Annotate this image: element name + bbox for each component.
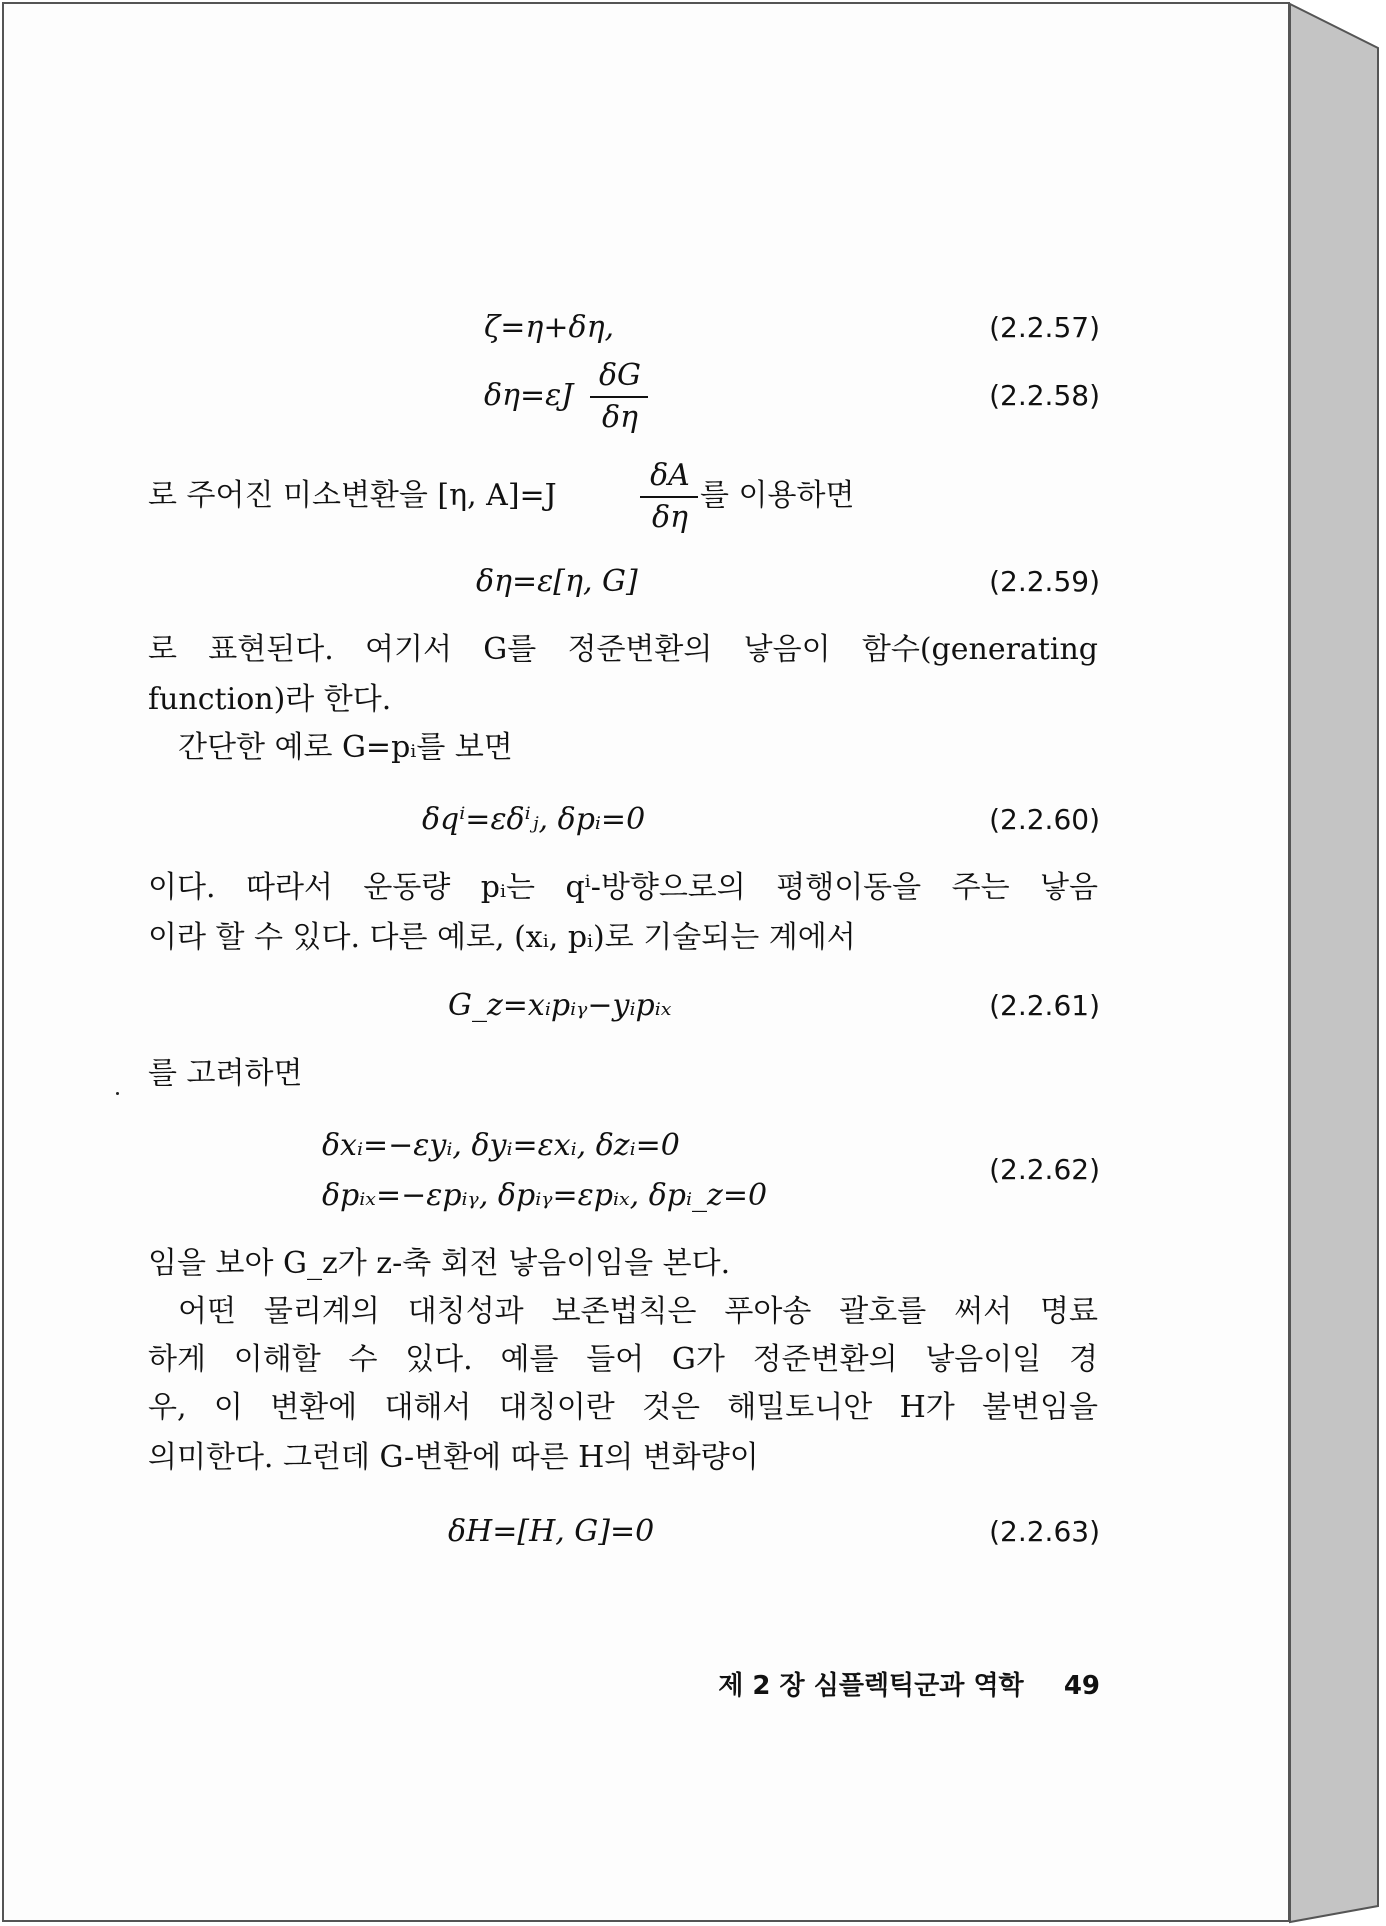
- text-line: 이다. 따라서 운동량 pᵢ는 qⁱ-방향으로의 평행이동을 주는 낳음: [148, 870, 1098, 905]
- text-segment: 로 주어진 미소변환을 [η, A]=J: [148, 478, 557, 513]
- text-line: 이라 할 수 있다. 다른 예로, (xᵢ, pᵢ)로 기술되는 계에서: [148, 920, 856, 955]
- chapter-title: 제 2 장 심플렉틱군과 역학: [718, 1671, 1024, 1701]
- text-line: 의미한다. 그런데 G-변환에 따른 H의 변화량이: [148, 1440, 759, 1475]
- text-line: 우, 이 변환에 대해서 대칭이란 것은 해밀토니안 H가 불변임을: [148, 1390, 1098, 1425]
- equation-number: (2.2.63): [989, 1515, 1100, 1548]
- fraction-denominator: δη: [601, 400, 639, 435]
- equation-number: (2.2.60): [989, 803, 1100, 836]
- text-line: 로 표현된다. 여기서 G를 정준변환의 낳음이 함수(generating: [148, 632, 1098, 667]
- text-line: 간단한 예로 G=pᵢ를 보면: [178, 730, 513, 765]
- equation-number: (2.2.59): [989, 565, 1100, 598]
- page-number: 49: [1063, 1671, 1100, 1701]
- equation-2-2-61: G_z=xᵢpᵢᵧ−yᵢpᵢₓ: [448, 988, 672, 1023]
- equation-number: (2.2.62): [989, 1153, 1100, 1186]
- text-line: function)라 한다.: [148, 682, 392, 717]
- fraction-numerator: δG: [598, 358, 642, 393]
- text-line: 하게 이해할 수 있다. 예를 들어 G가 정준변환의 낳음이일 경: [148, 1342, 1098, 1377]
- equation-2-2-58-lhs: δη=εJ: [484, 378, 574, 413]
- equation-number: (2.2.57): [989, 311, 1100, 344]
- inline-fraction-numerator: δA: [650, 458, 690, 493]
- document-page: [2, 2, 1290, 1922]
- page-footer: [700, 1666, 1100, 1706]
- speck-mark: [116, 1092, 119, 1095]
- text-line: [148, 476, 557, 516]
- text-line: 임을 보아 G_z가 z-축 회전 낳음이임을 본다.: [148, 1246, 731, 1281]
- equation-2-2-59: δη=ε[η, G]: [476, 564, 638, 599]
- equation-number: (2.2.58): [989, 379, 1100, 412]
- equation-2-2-63: δH=[H, G]=0: [448, 1514, 655, 1549]
- equation-2-2-60: δqⁱ=εδⁱⱼ, δpᵢ=0: [422, 802, 646, 837]
- text-line: 를 고려하면: [148, 1056, 303, 1091]
- text-segment: 를 이용하면: [700, 478, 855, 513]
- equation-2-2-62-line1: δxᵢ=−εyᵢ, δyᵢ=εxᵢ, δzᵢ=0: [322, 1128, 680, 1163]
- text-line: 어떤 물리계의 대칭성과 보존법칙은 푸아송 괄호를 써서 명료: [178, 1294, 1098, 1329]
- inline-fraction-denominator: δη: [651, 500, 689, 535]
- equation-number: (2.2.61): [989, 989, 1100, 1022]
- equation-2-2-57: ζ=η+δη,: [484, 310, 615, 345]
- equation-2-2-62-line2: δpᵢₓ=−εpᵢᵧ, δpᵢᵧ=εpᵢₓ, δpᵢ_z=0: [322, 1178, 768, 1213]
